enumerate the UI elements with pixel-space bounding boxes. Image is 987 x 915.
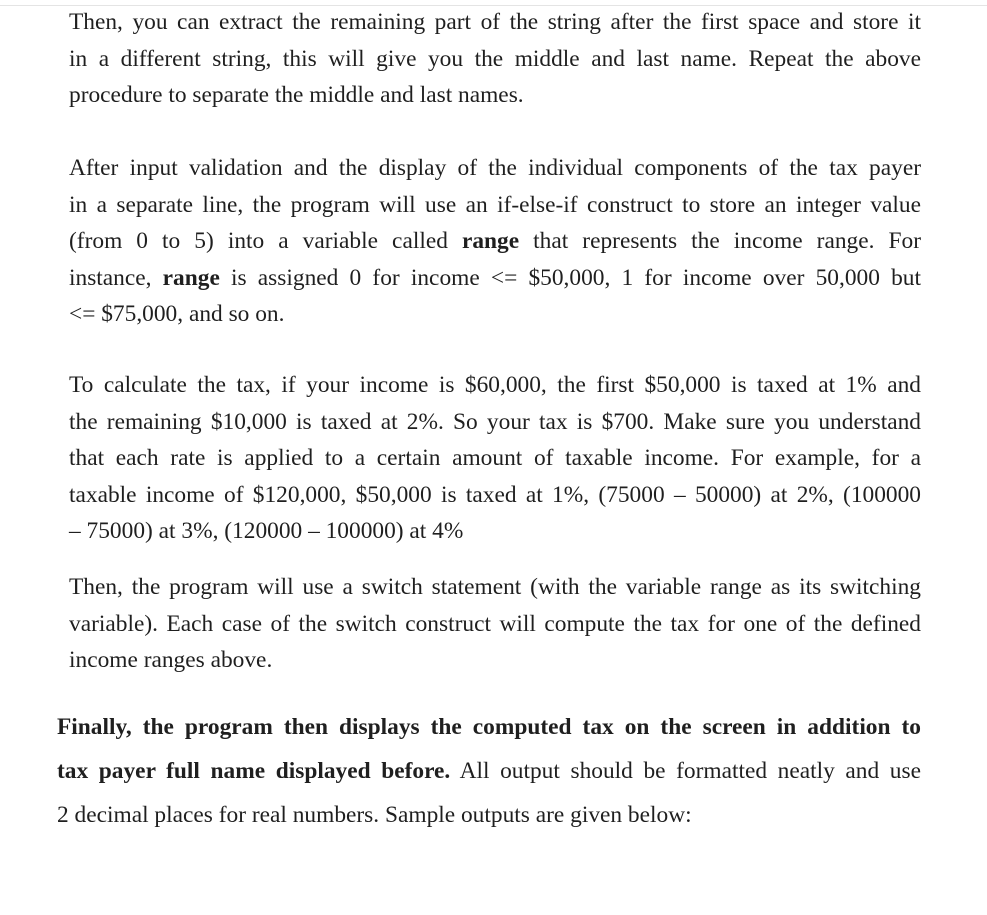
text-line: variable). Each case of the switch construct will compute the tax for one of the defined (69, 610, 921, 637)
text-line (69, 260, 921, 297)
text-run: instance, (69, 264, 163, 291)
text-line (57, 705, 921, 749)
text-line: – 75000) at 3%, (120000 – 100000) at 4% (69, 518, 464, 544)
bold-text: Finally, the program then displays the computed tax on the screen in addition to (57, 714, 921, 740)
text-line: 2 decimal places for real numbers. Sample outputs are given below: (57, 802, 692, 828)
text-run: (from 0 to 5) into a variable called (69, 228, 462, 254)
text-line: procedure to separate the middle and last names. (69, 82, 524, 108)
text-line (57, 749, 921, 793)
text-line: taxable income of $120,000, $50,000 is taxed at 1%, (75000 – 50000) at 2%, (100000 (69, 481, 921, 508)
text-line: income ranges above. (69, 647, 273, 673)
text-line: the remaining $10,000 is taxed at 2%. So your tax is $700. Make sure you understand (69, 408, 921, 435)
paragraph-string-extraction (69, 4, 921, 114)
text-line: To calculate the tax, if your income is $60,000, the first $50,000 is taxed at 1% and (69, 372, 921, 398)
text-line: that each rate is applied to a certain amount of taxable income. For example, for a (69, 445, 921, 471)
text-run: that represents the income range. For (519, 228, 922, 254)
paragraph-switch-statement (69, 569, 921, 679)
text-line (69, 223, 921, 260)
text-line: Then, the program will use a switch statement (with the variable range as its switching (69, 574, 921, 600)
text-run: is assigned 0 for income <= $50,000, 1 for income over 50,000 but (219, 264, 921, 291)
bold-text: tax payer full name displayed before. (57, 758, 451, 784)
bold-term-range: range (162, 264, 220, 291)
paragraph-range-variable (69, 150, 921, 333)
text-run: All output should be formatted neatly and use (450, 758, 921, 784)
text-line: Then, you can extract the remaining part of the string after the first space and store it (69, 9, 921, 35)
paragraph-output-display (57, 705, 921, 837)
paragraph-tax-calculation (69, 367, 921, 550)
text-line: <= $75,000, and so on. (69, 301, 285, 327)
text-line: in a different string, this will give you the middle and last name. Repeat the above (69, 45, 921, 72)
text-line: in a separate line, the program will use an if-else-if construct to store an integer value (69, 191, 921, 218)
text-line: After input validation and the display of the individual components of the tax payer (69, 155, 921, 181)
bold-term-range: range (461, 228, 520, 254)
